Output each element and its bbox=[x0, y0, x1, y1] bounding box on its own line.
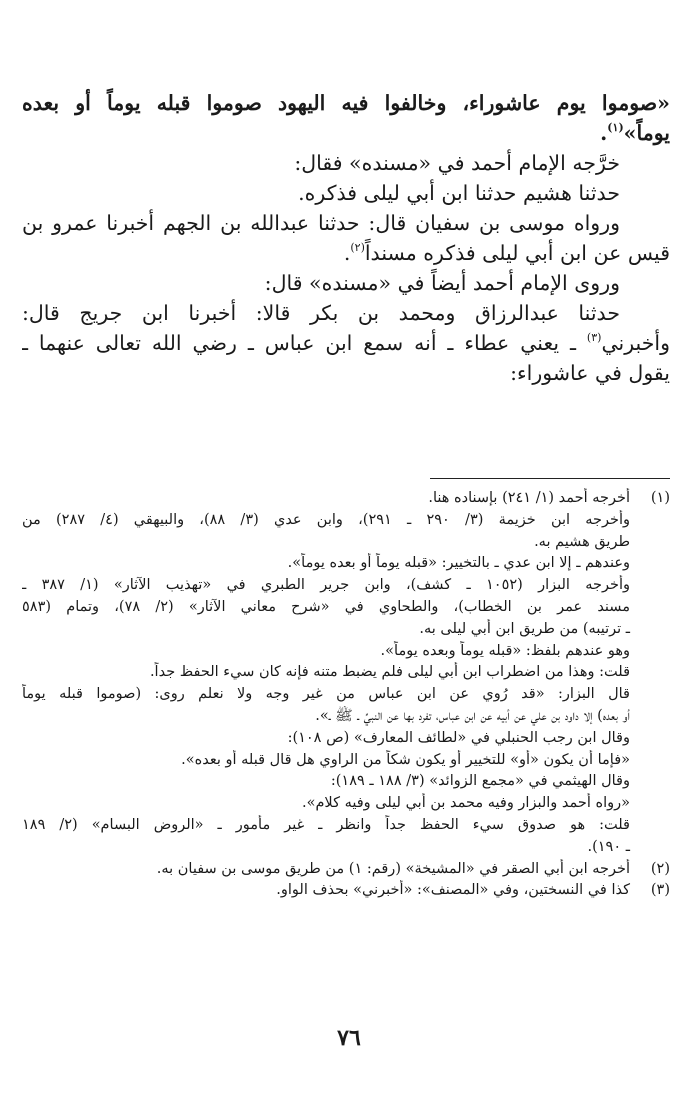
footnote-line bbox=[22, 619, 670, 641]
text-line bbox=[22, 328, 670, 358]
footnote-line bbox=[22, 597, 670, 619]
footnote-line bbox=[22, 728, 670, 750]
line-text: «صوموا يوم عاشوراء، وخالفوا فيه اليهود صوموا قبله يوماً أو بعده bbox=[22, 91, 670, 115]
text-line bbox=[22, 298, 670, 328]
footnote-line bbox=[22, 793, 670, 815]
line-text: يوماً» bbox=[623, 121, 670, 145]
footnote-number: (٣) bbox=[650, 882, 670, 899]
line-text: خرَّجه الإمام أحمد في «مسنده» فقال: bbox=[294, 151, 620, 175]
text-line bbox=[22, 268, 670, 298]
footnote-text: أخرجه أحمد (١/ ٢٤١) بإسناده هنا. bbox=[428, 490, 630, 506]
page-number: ٧٦ bbox=[337, 1025, 361, 1051]
footnote-marker: (٣) bbox=[586, 331, 602, 344]
main-text bbox=[22, 88, 670, 388]
footnote-text: قلت: هو صدوق سيء الحفظ جداً وانظر ـ غير مأمور ـ «الروض البسام» (٢/ ١٨٩ bbox=[22, 816, 630, 833]
text-line bbox=[22, 238, 670, 268]
footnote-text: ـ ترتيبه) من طريق ابن أبي ليلى به. bbox=[419, 620, 630, 637]
text-line bbox=[22, 88, 670, 118]
line-text-continued: ـ يعني عطاء ـ أنه سمع ابن عباس ـ رضي الله تعالى عنهما ـ bbox=[22, 331, 587, 355]
footnote-line bbox=[22, 880, 670, 902]
footnote-line bbox=[22, 575, 670, 597]
footnote-text: أخرجه ابن أبي الصقر في «المشيخة» (رقم: ١) من طريق موسى بن سفيان به. bbox=[156, 860, 630, 877]
footnote-line bbox=[22, 750, 670, 772]
footnote-marker: (٢) bbox=[350, 241, 365, 254]
footnote-text: ـ ١٩٠). bbox=[587, 838, 630, 855]
footnote-text: وهو عندهم بلفظ: «قبله يوماً وبعده يوماً». bbox=[380, 642, 630, 659]
footnotes bbox=[22, 488, 670, 902]
footnote-line bbox=[22, 684, 670, 706]
footnote-line bbox=[22, 488, 670, 510]
footnote-line bbox=[22, 510, 670, 532]
footnote-text: «فإما أن يكون «أو» للتخيير أو يكون شكاً من الراوي هل قال قبله أو بعده». bbox=[181, 751, 630, 768]
footnote-line bbox=[22, 553, 670, 575]
footnote-number: (١) bbox=[650, 490, 670, 506]
line-text: ورواه موسى بن سفيان قال: حدثنا عبدالله بن الجهم أخبرنا عمرو بن bbox=[22, 211, 620, 235]
line-text-continued: . bbox=[600, 121, 608, 145]
text-line bbox=[22, 358, 670, 388]
footnote-text: وقال ابن رجب الحنبلي في «لطائف المعارف» (ص ١٠٨): bbox=[287, 729, 630, 746]
footnote-text: «رواه أحمد والبزار وفيه محمد بن أبي ليلى وفيه كلام». bbox=[301, 795, 630, 812]
footnote-text: وأخرجه البزار (١٠٥٢ ـ كشف)، وابن جرير الطبري في «تهذيب الآثار» (١/ ٣٨٧ ـ bbox=[22, 577, 630, 594]
footnote-text: مسند عمر بن الخطاب)، والطحاوي في «شرح معاني الآثار» (٢/ ٧٨)، وتمام (٥٨٣ bbox=[22, 598, 631, 615]
footnote-text: وعندهم ـ إلا ابن عدي ـ بالتخيير: «قبله يوماً أو بعده يوماً». bbox=[287, 555, 630, 572]
footnote-line bbox=[22, 641, 670, 663]
footnote-line bbox=[22, 771, 670, 793]
footnote-text: قال البزار: «قد رُوي عن ابن عباس من غير وجه ولا نعلم روى: (صوموا قبله يوماً bbox=[22, 686, 630, 703]
text-line bbox=[22, 208, 670, 238]
line-text: وروى الإمام أحمد أيضاً في «مسنده» قال: bbox=[264, 271, 620, 295]
text-line bbox=[22, 178, 670, 208]
line-text: حدثنا هشيم حدثنا ابن أبي ليلى فذكره. bbox=[298, 181, 620, 205]
line-text: حدثنا عبدالرزاق ومحمد بن بكر قالا: أخبرنا ابن جريج قال: bbox=[22, 301, 620, 325]
text-line bbox=[22, 118, 670, 148]
line-text: قيس عن ابن أبي ليلى فذكره مسنداً bbox=[364, 241, 670, 265]
footnote-marker: (١) bbox=[607, 121, 624, 134]
footnote-line bbox=[22, 815, 670, 837]
footnote-number: (٢) bbox=[650, 860, 670, 877]
footnote-line bbox=[22, 532, 670, 554]
line-text-continued: . bbox=[343, 241, 351, 265]
footnote-text: طريق هشيم به. bbox=[534, 533, 630, 550]
footnote-line bbox=[22, 837, 670, 859]
footnote-separator bbox=[430, 478, 670, 479]
footnote-text: أو بعده) إلا داود بن علي عن أبيه عن ابن عباس، تفرد بها عن النبيِّ ـ ﷺ ـ». bbox=[315, 707, 630, 724]
footnote-text: وأخرجه ابن خزيمة (٣/ ٢٩٠ ـ ٢٩١)، وابن عدي (٣/ ٨٨)، والبيهقي (٤/ ٢٨٧) من bbox=[22, 511, 630, 528]
line-text: يقول في عاشوراء: bbox=[510, 361, 670, 385]
footnote-line bbox=[22, 706, 670, 728]
footnote-line bbox=[22, 662, 670, 684]
footnote-text: قلت: وهذا من اضطراب ابن أبي ليلى فلم يضبط متنه فإنه كان سيء الحفظ جداً. bbox=[149, 664, 630, 681]
text-line bbox=[22, 148, 670, 178]
footnote-text: وقال الهيثمي في «مجمع الزوائد» (٣/ ١٨٨ ـ ١٨٩): bbox=[330, 773, 630, 790]
footnote-text: كذا في النسختين، وفي «المصنف»: «أخبرني» بحذف الواو. bbox=[276, 882, 630, 899]
footnote-line bbox=[22, 859, 670, 881]
line-text: وأخبرني bbox=[601, 331, 670, 355]
